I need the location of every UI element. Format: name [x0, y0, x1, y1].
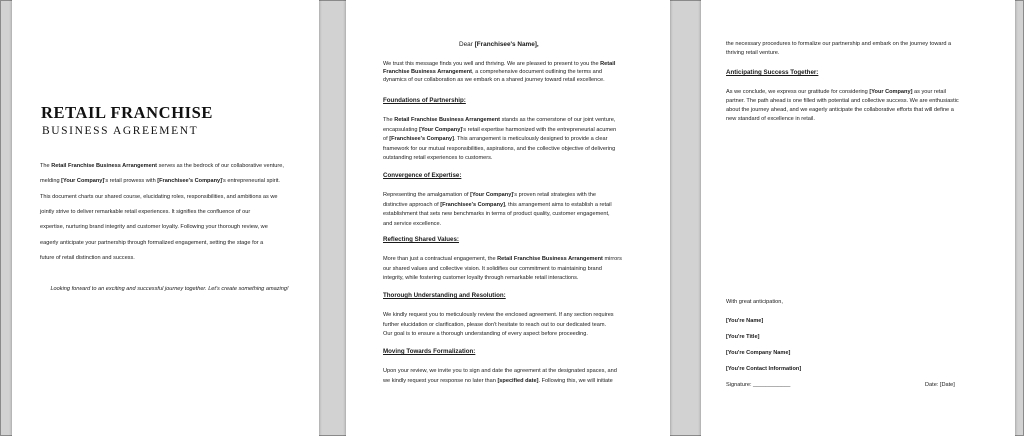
- body-line: integrity, while fostering customer loyalty through remarkable retail interactions.: [383, 275, 579, 282]
- section-heading: Convergence of Expertise:: [383, 172, 462, 179]
- date-field: Date: [Date]: [925, 382, 955, 388]
- body-line: and service excellence.: [383, 220, 442, 227]
- document-title: RETAIL FRANCHISE: [41, 103, 214, 122]
- signature-placeholder: [You're Contact Information]: [726, 366, 802, 372]
- body-line: encapsulating [Your Company]'s retail expertise harmonized with the entrepreneurial acumen: [383, 126, 617, 133]
- intro-line: dynamics of our collaboration as we embark on a shared journey toward retail excellence.: [383, 77, 605, 83]
- document-subtitle: BUSINESS AGREEMENT: [42, 125, 199, 137]
- intro-line: expertise, nurturing brand integrity and customer loyalty. Following your thorough review, we: [40, 224, 268, 231]
- body-line: distinctive approach of [Franchisee's Company], this arrangement aims to establish a retail: [383, 201, 612, 208]
- intro-line: jointly strive to deliver remarkable retail experiences. It signifies the confluence of our: [40, 208, 251, 215]
- intro-line: Franchise Business Arrangement, a comprehensive document outlining the terms and: [383, 69, 602, 75]
- intro-line: eagerly anticipate your partnership through formalized engagement, setting the stage for a: [40, 239, 264, 246]
- body-line: Representing the amalgamation of [Your Company]'s proven retail strategies with the: [383, 192, 597, 198]
- signature-placeholder: [You're Name]: [726, 318, 764, 324]
- body-line: thriving retail venture.: [726, 49, 780, 56]
- body-line: of [Franchisee's Company]. This arrangement is meticulously designed to provide a clear: [383, 136, 608, 143]
- section-heading: Reflecting Shared Values:: [383, 236, 459, 243]
- page-letter: [346, 0, 670, 436]
- body-line: further elucidation or clarification, please don't hesitate to reach out to our dedicated team.: [383, 321, 607, 328]
- section-heading: Thorough Understanding and Resolution:: [383, 292, 506, 299]
- signoff: With great anticipation,: [726, 299, 783, 305]
- body-line: we kindly request your response no later than [specified date]. Following this, we will initiate: [383, 377, 613, 384]
- body-line: As we conclude, we express our gratitude for considering [Your Company] as your retail: [726, 89, 947, 95]
- section-heading: Foundations of Partnership:: [383, 97, 466, 104]
- intro-line: This document charts our shared course, elucidating roles, responsibilities, and ambitions as we: [40, 193, 278, 200]
- body-line: More than just a contractual engagement, the Retail Franchise Business Arrangement mirrors: [383, 256, 622, 262]
- body-line: The Retail Franchise Business Arrangement stands as the cornerstone of our joint venture,: [383, 117, 616, 123]
- body-line: framework for our mutual responsibilities, aspirations, and the collective objective of delivering: [383, 145, 616, 152]
- body-line: about the journey ahead, and we eagerly anticipate the collaborative efforts that will define a: [726, 107, 954, 113]
- intro-line: We trust this message finds you well and thriving. We are pleased to present to you the Retail: [383, 61, 616, 67]
- body-line: Our goal is to ensure a thorough understanding of every aspect before proceeding.: [383, 331, 588, 338]
- signature-placeholder: [You're Title]: [726, 334, 760, 340]
- closing-note: Looking forward to an exciting and successful journey together. Let's create something amazing!: [50, 286, 289, 292]
- signature-placeholder: [You're Company Name]: [726, 350, 791, 356]
- body-line: new standard of excellence in retail.: [726, 116, 815, 122]
- body-line: partner. The path ahead is one filled with potential and collective success. We are enthusiastic: [726, 98, 959, 104]
- body-line: our shared values and collective vision. It solidifies our commitment to maintaining brand: [383, 265, 602, 272]
- page-cover: [12, 0, 319, 436]
- section-heading: Anticipating Success Together:: [726, 69, 819, 76]
- intro-line: The Retail Franchise Business Arrangement serves as the bedrock of our collaborative venture,: [40, 163, 284, 169]
- body-line: outstanding retail experiences to customers.: [383, 155, 493, 162]
- intro-line: future of retail distinction and success.: [40, 254, 135, 261]
- signature-field: Signature: ____________: [726, 382, 791, 388]
- salutation: Dear [Franchisee's Name],: [459, 41, 539, 48]
- body-line: the necessary procedures to formalize our partnership and embark on the journey toward a: [726, 41, 952, 47]
- section-heading: Moving Towards Formalization:: [383, 348, 476, 355]
- body-line: Upon your review, we invite you to sign and date the agreement at the designated spaces, and: [383, 368, 617, 374]
- intro-line: melding [Your Company]'s retail prowess with [Franchisee's Company]'s entrepreneurial spirit.: [40, 178, 280, 185]
- page-closing: [701, 0, 1015, 436]
- body-line: establishment that sets new benchmarks in terms of product quality, customer engagement,: [383, 211, 610, 218]
- body-line: We kindly request you to meticulously review the enclosed agreement. If any section requires: [383, 312, 614, 318]
